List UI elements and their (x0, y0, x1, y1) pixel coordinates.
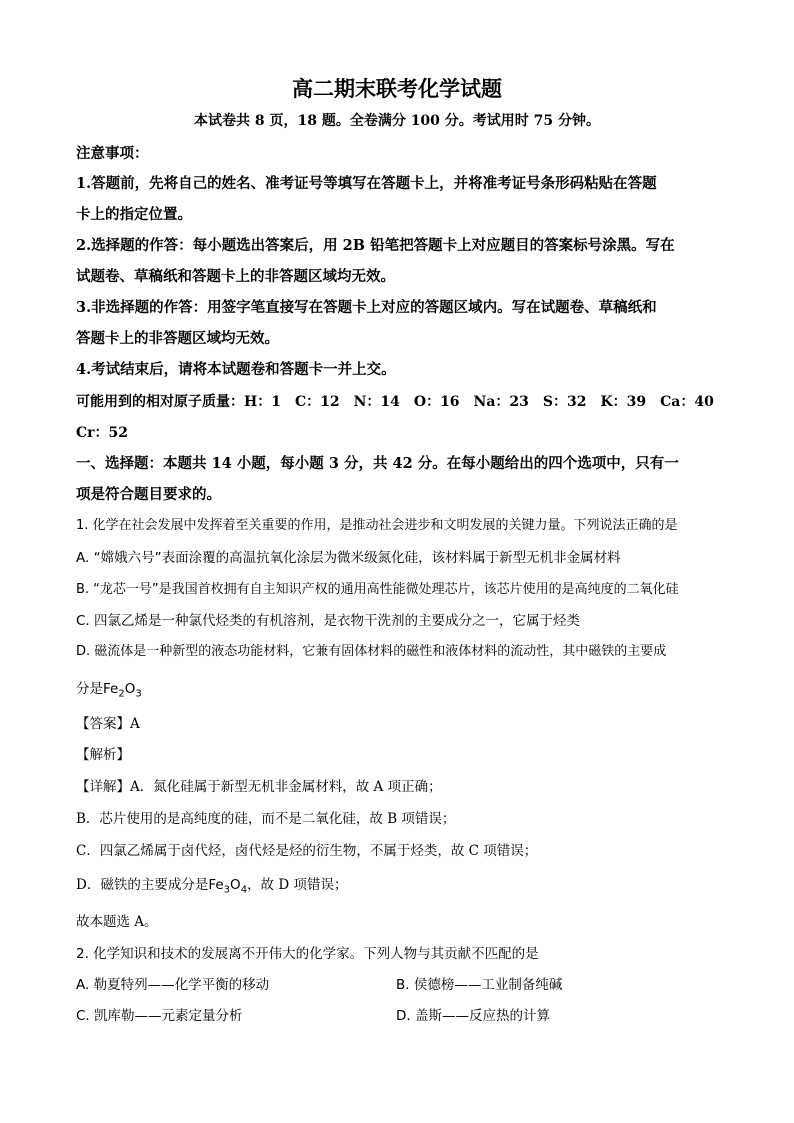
formula-subscript: 3 (135, 688, 142, 700)
detail-d-prefix: D．磁铁的主要成分是 (76, 877, 209, 893)
question-1-option-d: D. 磁流体是一种新型的液态功能材料，它兼有固体材料的磁性和液体材料的流动性，其中磁铁的主要成 (76, 644, 667, 659)
formula-element: Fe (208, 877, 224, 893)
question-2-option-b: B. 侯德榜——工业制备纯碱 (396, 977, 563, 993)
formula-fe3o4 (208, 877, 248, 896)
formula-subscript: 4 (240, 884, 248, 896)
question-2-option-a: A. 勒夏特列——化学平衡的移动 (76, 977, 270, 993)
question-1-option-c: C. 四氯乙烯是一种氯代烃类的有机溶剂，是衣物干洗剂的主要成分之一，它属于烃类 (76, 613, 581, 629)
exam-info: 本试卷共 8 页，18 题。全卷满分 100 分。考试用时 75 分钟。 (193, 113, 601, 129)
formula-element: O (124, 681, 136, 697)
notes-heading: 注意事项： (76, 145, 149, 162)
note-line: 卡上的指定位置。 (76, 206, 192, 223)
question-2-stem: 2. 化学知识和技术的发展离不开伟大的化学家。下列人物与其贡献不匹配的是 (76, 946, 539, 962)
answer-label: 【答案】A (76, 716, 140, 732)
question-1-option-a: A. “嫦娥六号”表面涂覆的高温抗氧化涂层为微米级氮化硅，该材料属于新型无机非金属材料 (76, 550, 621, 566)
question-1-option-b: B. “龙芯一号”是我国首枚拥有自主知识产权的通用高性能微处理芯片，该芯片使用的是高纯度的二氧化硅 (76, 582, 679, 597)
note-line: 3.非选择题的作答：用签字笔直接写在答题卡上对应的答题区域内。写在试题卷、草稿纸和 (76, 299, 657, 316)
section-heading: 一、选择题：本题共 14 小题，每小题 3 分，共 42 分。在每小题给出的四个选项中，只有一 (76, 455, 679, 472)
detail-d-suffix: ，故 D 项错误； (247, 877, 348, 893)
atomic-masses: 可能用到的相对原子质量：H：1 C：12 N：14 O：16 Na：23 S：32 K：39 Ca：40 (76, 394, 714, 410)
note-line: 2.选择题的作答：每小题选出答案后，用 2B 铅笔把答题卡上对应题目的答案标号涂黑。写在 (76, 237, 675, 254)
detail-b: B．芯片使用的是高纯度的硅，而不是二氧化硅，故 B 项错误； (76, 811, 456, 827)
analysis-label: 【解析】 (76, 747, 130, 763)
question-1-option-d-cont (76, 677, 142, 700)
note-line: 试题卷、草稿纸和答题卡上的非答题区域均无效。 (76, 268, 395, 285)
formula-fe2o3 (103, 681, 142, 700)
page-title: 高二期末联考化学试题 (292, 76, 502, 101)
formula-element: Fe (103, 681, 119, 697)
question-1-stem: 1. 化学在社会发展中发挥着至关重要的作用，是推动社会进步和文明发展的关键力量。下列说法正确的是 (76, 518, 678, 533)
question-2-option-d: D. 盖斯——反应热的计算 (396, 1008, 550, 1024)
formula-subscript: 2 (118, 688, 125, 700)
conclusion: 故本题选 A。 (76, 914, 158, 930)
atomic-masses-cont: Cr：52 (76, 425, 129, 441)
formula-element: O (230, 877, 241, 893)
detail-c: C．四氯乙烯属于卤代烃，卤代烃是烃的衍生物，不属于烃类，故 C 项错误； (76, 843, 538, 859)
option-d-prefix: 分是 (76, 681, 103, 697)
formula-subscript: 3 (223, 884, 231, 896)
note-line: 4.考试结束后，请将本试题卷和答题卡一并上交。 (76, 361, 396, 378)
note-line: 1.答题前，先将自己的姓名、准考证号等填写在答题卡上，并将准考证号条形码粘贴在答题 (76, 175, 657, 192)
detail-d (76, 873, 347, 896)
question-2-option-c: C. 凯库勒——元素定量分析 (76, 1008, 243, 1024)
note-line: 答题卡上的非答题区域均无效。 (76, 330, 279, 347)
section-heading-cont: 项是符合题目要求的。 (76, 486, 221, 503)
detail-a: 【详解】A．氮化硅属于新型无机非金属材料，故 A 项正确； (76, 779, 442, 795)
